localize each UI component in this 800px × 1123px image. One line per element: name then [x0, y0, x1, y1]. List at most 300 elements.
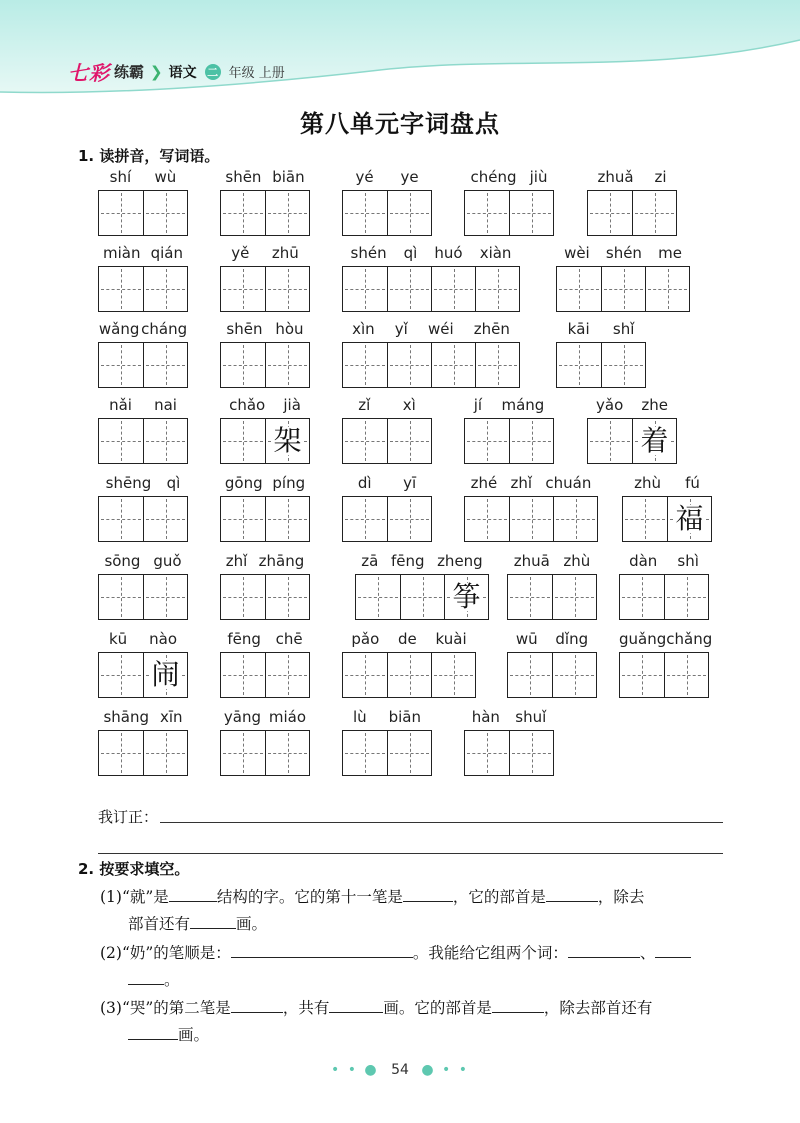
pinyin-syllable: me [658, 244, 682, 262]
tianzige-cell[interactable] [645, 267, 689, 311]
pinyin-row [342, 320, 520, 338]
tianzige-cell[interactable] [475, 343, 519, 387]
brand-bar [68, 57, 285, 86]
tianzige-cell[interactable] [387, 191, 431, 235]
tianzige-cell[interactable] [588, 419, 632, 463]
pinyin-syllable: zhù [634, 474, 661, 492]
question-1-line-1 [100, 884, 644, 911]
pinyin-row [464, 168, 554, 186]
word-item [342, 168, 432, 236]
tianzige-cell[interactable] [99, 419, 143, 463]
word-item [556, 320, 646, 388]
tianzige-cell[interactable] [143, 731, 187, 775]
tianzige-cell[interactable] [444, 575, 488, 619]
pinyin-syllable: yī [403, 474, 417, 492]
tianzige-boxes [98, 418, 188, 464]
pinyin-syllable: xì [402, 396, 416, 414]
pinyin-row [98, 396, 188, 414]
word-item [464, 708, 554, 776]
tianzige-cell[interactable] [343, 267, 387, 311]
tianzige-cell[interactable] [553, 497, 597, 541]
tianzige-cell[interactable] [620, 575, 664, 619]
pinyin-row [556, 320, 646, 338]
pinyin-syllable: gōng [224, 474, 263, 492]
tianzige-cell[interactable] [143, 575, 187, 619]
q-text: 画。 [236, 915, 268, 933]
pinyin-syllable: wéi [427, 320, 454, 338]
given-character: 架 [273, 424, 302, 457]
pinyin-syllable: biān [272, 168, 305, 186]
pinyin-syllable: nai [154, 396, 177, 414]
word-item [98, 630, 188, 698]
word-item [587, 168, 677, 236]
pinyin-syllable: shēng [105, 474, 152, 492]
answer-blank[interactable] [568, 941, 640, 958]
tianzige-boxes [220, 652, 310, 698]
word-item [342, 396, 432, 464]
tianzige-boxes [98, 190, 188, 236]
grade-label: 年级 上册 [228, 66, 285, 81]
tianzige-cell[interactable] [221, 191, 265, 235]
word-item [98, 708, 188, 776]
tianzige-cell[interactable] [508, 653, 552, 697]
answer-blank[interactable] [655, 941, 691, 958]
pinyin-syllable: zā [361, 552, 379, 570]
given-character: 福 [675, 502, 704, 535]
q-text: (2)“奶”的笔顺是： [100, 944, 231, 962]
tianzige-cell[interactable] [143, 191, 187, 235]
pinyin-syllable: shǐ [612, 320, 635, 338]
tianzige-cell[interactable] [465, 497, 509, 541]
pinyin-row [98, 708, 188, 726]
pinyin-syllable: zhuā [513, 552, 550, 570]
pinyin-syllable: zhù [563, 552, 591, 570]
pinyin-syllable: wū [515, 630, 538, 648]
pinyin-syllable: zhǐ [510, 474, 533, 492]
tianzige-boxes [98, 266, 188, 312]
tianzige-boxes [622, 496, 712, 542]
tianzige-cell[interactable] [221, 343, 265, 387]
correction-line[interactable] [160, 822, 723, 823]
answer-blank[interactable] [169, 885, 217, 902]
word-item [98, 168, 188, 236]
pinyin-syllable: qì [403, 244, 418, 262]
question-1-line-2 [128, 911, 267, 938]
tianzige-cell[interactable] [387, 419, 431, 463]
tianzige-cell[interactable] [400, 575, 444, 619]
tianzige-cell[interactable] [509, 191, 553, 235]
pinyin-syllable: xiàn [479, 244, 512, 262]
tianzige-boxes [342, 730, 432, 776]
tianzige-cell[interactable] [265, 419, 309, 463]
word-item [342, 630, 476, 698]
pinyin-syllable: chuán [545, 474, 592, 492]
pinyin-syllable: máng [501, 396, 545, 414]
tianzige-cell[interactable] [465, 419, 509, 463]
pinyin-syllable: kāi [567, 320, 590, 338]
pinyin-syllable: sōng [104, 552, 141, 570]
tianzige-cell[interactable] [509, 497, 553, 541]
pinyin-syllable: dǐng [555, 630, 589, 648]
word-item [98, 320, 188, 388]
pinyin-syllable: yǎo [596, 396, 624, 414]
word-item [355, 552, 489, 620]
tianzige-cell[interactable] [343, 653, 387, 697]
answer-blank[interactable] [546, 885, 598, 902]
tianzige-cell[interactable] [664, 653, 708, 697]
tianzige-boxes [342, 496, 432, 542]
pinyin-row [220, 474, 310, 492]
tianzige-boxes [355, 574, 489, 620]
pinyin-syllable: yé [355, 168, 374, 186]
q-text: (1)“就”是 [100, 888, 169, 906]
pinyin-syllable: wù [154, 168, 177, 186]
q-text: 。我能给它组两个词： [412, 944, 568, 962]
pinyin-row [98, 168, 188, 186]
pinyin-syllable: shí [109, 168, 132, 186]
tianzige-boxes [587, 190, 677, 236]
given-character: 着 [640, 424, 669, 457]
tianzige-cell[interactable] [143, 343, 187, 387]
word-item [619, 552, 709, 620]
word-item [342, 244, 520, 312]
pinyin-syllable: zheng [437, 552, 483, 570]
pinyin-row [220, 168, 310, 186]
tianzige-boxes [619, 574, 709, 620]
pinyin-row [98, 552, 188, 570]
word-item [98, 244, 188, 312]
pinyin-syllable: xīn [159, 708, 183, 726]
tianzige-boxes [556, 342, 646, 388]
pinyin-syllable: zi [654, 168, 667, 186]
q-text: ，除去 [597, 888, 645, 906]
pinyin-row [587, 168, 677, 186]
pinyin-row [220, 396, 310, 414]
pinyin-syllable: zhū [271, 244, 299, 262]
tianzige-cell[interactable] [356, 575, 400, 619]
chevron-right-icon: ❯ [150, 62, 163, 81]
question-2-line-1 [100, 940, 691, 967]
tianzige-cell[interactable] [387, 343, 431, 387]
tianzige-cell[interactable] [465, 731, 509, 775]
tianzige-cell[interactable] [99, 653, 143, 697]
pinyin-row [220, 244, 310, 262]
tianzige-cell[interactable] [620, 653, 664, 697]
word-item [220, 630, 310, 698]
page-footer [0, 1062, 800, 1078]
tianzige-cell[interactable] [265, 497, 309, 541]
tianzige-cell[interactable] [387, 731, 431, 775]
q-text: ，它的部首是 [452, 888, 546, 906]
tianzige-cell[interactable] [265, 731, 309, 775]
pinyin-row [619, 552, 709, 570]
pinyin-syllable: yǐ [394, 320, 408, 338]
pinyin-syllable: shén [350, 244, 387, 262]
word-item [507, 552, 597, 620]
word-item [220, 168, 310, 236]
pinyin-syllable: cháng [141, 320, 188, 338]
tianzige-cell[interactable] [343, 731, 387, 775]
answer-blank[interactable] [231, 996, 283, 1013]
pinyin-syllable: shén [605, 244, 642, 262]
word-item [342, 474, 432, 542]
question-3-line-1 [100, 995, 652, 1022]
word-item [622, 474, 712, 542]
pinyin-syllable: nào [149, 630, 178, 648]
answer-blank[interactable] [492, 996, 544, 1013]
pinyin-syllable: miàn [103, 244, 141, 262]
footer-dots-left: • • ● [330, 1062, 379, 1078]
given-character: 筝 [452, 580, 481, 613]
pinyin-syllable: shāng [103, 708, 150, 726]
question-2-line-2 [128, 967, 180, 994]
tianzige-cell[interactable] [601, 267, 645, 311]
pinyin-syllable: chéng [470, 168, 517, 186]
tianzige-cell[interactable] [632, 419, 676, 463]
q-text: 画。 [178, 1026, 210, 1044]
section1-heading: 1. 读拼音，写词语。 [78, 147, 220, 165]
tianzige-cell[interactable] [221, 419, 265, 463]
tianzige-boxes [342, 652, 476, 698]
word-item [98, 552, 188, 620]
tianzige-cell[interactable] [343, 343, 387, 387]
tianzige-cell[interactable] [221, 653, 265, 697]
tianzige-boxes [464, 418, 554, 464]
brand-series: 练霸 [114, 63, 145, 81]
tianzige-boxes [342, 190, 432, 236]
pinyin-syllable: chǎng [666, 630, 713, 648]
page-title: 第八单元字词盘点 [300, 109, 500, 138]
tianzige-cell[interactable] [465, 191, 509, 235]
tianzige-cell[interactable] [265, 575, 309, 619]
word-item [98, 474, 188, 542]
tianzige-cell[interactable] [143, 653, 187, 697]
tianzige-boxes [464, 730, 554, 776]
tianzige-boxes [220, 574, 310, 620]
pinyin-syllable: biān [388, 708, 421, 726]
pinyin-syllable: shēn [225, 168, 262, 186]
tianzige-cell[interactable] [431, 653, 475, 697]
tianzige-cell[interactable] [143, 419, 187, 463]
pinyin-syllable: zhuǎ [597, 168, 634, 186]
tianzige-boxes [98, 496, 188, 542]
tianzige-boxes [220, 190, 310, 236]
tianzige-cell[interactable] [667, 497, 711, 541]
tianzige-cell[interactable] [221, 731, 265, 775]
tianzige-cell[interactable] [265, 653, 309, 697]
word-item [98, 396, 188, 464]
pinyin-syllable: zhé [470, 474, 498, 492]
pinyin-row [507, 630, 597, 648]
pinyin-syllable: kū [108, 630, 128, 648]
word-item [587, 396, 677, 464]
pinyin-syllable: wǎng [98, 320, 140, 338]
pinyin-syllable: yāng [223, 708, 262, 726]
pinyin-syllable: zhǐ [225, 552, 248, 570]
tianzige-cell[interactable] [265, 191, 309, 235]
tianzige-boxes [220, 496, 310, 542]
tianzige-cell[interactable] [221, 267, 265, 311]
pinyin-syllable: wèi [564, 244, 590, 262]
word-item [220, 244, 310, 312]
tianzige-boxes [98, 574, 188, 620]
tianzige-cell[interactable] [99, 267, 143, 311]
tianzige-cell[interactable] [265, 267, 309, 311]
tianzige-cell[interactable] [509, 419, 553, 463]
pinyin-syllable: hòu [275, 320, 304, 338]
tianzige-boxes [556, 266, 690, 312]
tianzige-cell[interactable] [99, 191, 143, 235]
pinyin-syllable: pǎo [351, 630, 380, 648]
tianzige-cell[interactable] [632, 191, 676, 235]
pinyin-row [220, 320, 310, 338]
q-text: ，除去部首还有 [543, 999, 653, 1017]
tianzige-cell[interactable] [221, 497, 265, 541]
tianzige-cell[interactable] [552, 653, 596, 697]
pinyin-syllable: shì [677, 552, 699, 570]
tianzige-cell[interactable] [552, 575, 596, 619]
pinyin-row [98, 474, 188, 492]
footer-dots-right: ● • • [421, 1062, 469, 1078]
pinyin-syllable: de [398, 630, 417, 648]
pinyin-row [507, 552, 597, 570]
pinyin-row [464, 474, 598, 492]
word-item [342, 708, 432, 776]
pinyin-row [342, 474, 432, 492]
correction-label: 我订正： [98, 808, 159, 826]
pinyin-syllable: jí [473, 396, 483, 414]
word-item [507, 630, 597, 698]
q-text: 部首还有 [128, 915, 191, 933]
tianzige-cell[interactable] [557, 343, 601, 387]
tianzige-cell[interactable] [588, 191, 632, 235]
word-item [464, 168, 554, 236]
tianzige-boxes [220, 342, 310, 388]
tianzige-cell[interactable] [664, 575, 708, 619]
pinyin-syllable: zhēn [473, 320, 510, 338]
tianzige-cell[interactable] [343, 191, 387, 235]
pinyin-row [342, 396, 432, 414]
tianzige-cell[interactable] [431, 267, 475, 311]
pinyin-row [464, 708, 554, 726]
pinyin-syllable: guǒ [153, 552, 182, 570]
tianzige-boxes [220, 418, 310, 464]
tianzige-boxes [220, 730, 310, 776]
tianzige-cell[interactable] [143, 497, 187, 541]
tianzige-cell[interactable] [343, 497, 387, 541]
tianzige-cell[interactable] [557, 267, 601, 311]
page-header [0, 0, 800, 100]
pinyin-syllable: fēng [390, 552, 425, 570]
correction-line[interactable] [98, 853, 723, 854]
tianzige-cell[interactable] [99, 731, 143, 775]
tianzige-cell[interactable] [343, 419, 387, 463]
tianzige-cell[interactable] [387, 497, 431, 541]
word-item [556, 244, 690, 312]
tianzige-boxes [98, 342, 188, 388]
tianzige-cell[interactable] [475, 267, 519, 311]
tianzige-cell[interactable] [508, 575, 552, 619]
answer-blank[interactable] [190, 912, 236, 929]
tianzige-cell[interactable] [623, 497, 667, 541]
answer-blank[interactable] [329, 996, 383, 1013]
pinyin-row [342, 244, 520, 262]
q-text: 、 [639, 944, 656, 962]
answer-blank[interactable] [403, 885, 453, 902]
tianzige-cell[interactable] [143, 267, 187, 311]
question-3-line-2 [128, 1022, 209, 1049]
tianzige-boxes [342, 418, 432, 464]
pinyin-syllable: fēng [227, 630, 261, 648]
pinyin-syllable: qián [150, 244, 183, 262]
tianzige-cell[interactable] [509, 731, 553, 775]
brand-logo: 七彩 [68, 61, 110, 85]
word-item [220, 396, 310, 464]
section2-heading: 2. 按要求填空。 [78, 860, 190, 878]
tianzige-cell[interactable] [265, 343, 309, 387]
pinyin-row [220, 708, 310, 726]
answer-blank[interactable] [128, 968, 164, 985]
pinyin-row [98, 630, 188, 648]
tianzige-cell[interactable] [221, 575, 265, 619]
pinyin-syllable: zhāng [258, 552, 305, 570]
pinyin-syllable: kuài [435, 630, 467, 648]
tianzige-cell[interactable] [99, 575, 143, 619]
pinyin-syllable: jiù [529, 168, 548, 186]
tianzige-cell[interactable] [387, 653, 431, 697]
tianzige-boxes [587, 418, 677, 464]
pinyin-syllable: hàn [471, 708, 500, 726]
pinyin-syllable: píng [272, 474, 306, 492]
pinyin-syllable: chē [275, 630, 303, 648]
tianzige-boxes [507, 574, 597, 620]
pinyin-syllable: xìn [352, 320, 375, 338]
tianzige-boxes [98, 652, 188, 698]
q-text: (3)“哭”的第二笔是 [100, 999, 231, 1017]
tianzige-cell[interactable] [99, 497, 143, 541]
pinyin-row [556, 244, 690, 262]
pinyin-row [355, 552, 489, 570]
word-item [342, 320, 520, 388]
pinyin-row [342, 168, 432, 186]
tianzige-boxes [464, 496, 598, 542]
pinyin-syllable: nǎi [109, 396, 132, 414]
word-item [619, 630, 713, 698]
pinyin-syllable: ye [400, 168, 419, 186]
word-item [220, 552, 310, 620]
tianzige-cell[interactable] [601, 343, 645, 387]
page-number: 54 [391, 1062, 409, 1078]
pinyin-syllable: dì [357, 474, 372, 492]
q-text: 画。它的部首是 [383, 999, 492, 1017]
pinyin-row [464, 396, 554, 414]
pinyin-row [98, 244, 188, 262]
answer-blank[interactable] [231, 941, 413, 958]
tianzige-cell[interactable] [99, 343, 143, 387]
subject-label: 语文 [168, 64, 197, 81]
pinyin-syllable: lù [352, 708, 367, 726]
pinyin-syllable: chǎo [229, 396, 266, 414]
tianzige-cell[interactable] [431, 343, 475, 387]
tianzige-boxes [220, 266, 310, 312]
pinyin-syllable: fú [685, 474, 700, 492]
answer-blank[interactable] [128, 1023, 178, 1040]
tianzige-boxes [619, 652, 709, 698]
tianzige-cell[interactable] [387, 267, 431, 311]
pinyin-row [220, 552, 310, 570]
pinyin-syllable: zǐ [358, 396, 371, 414]
tianzige-boxes [98, 730, 188, 776]
